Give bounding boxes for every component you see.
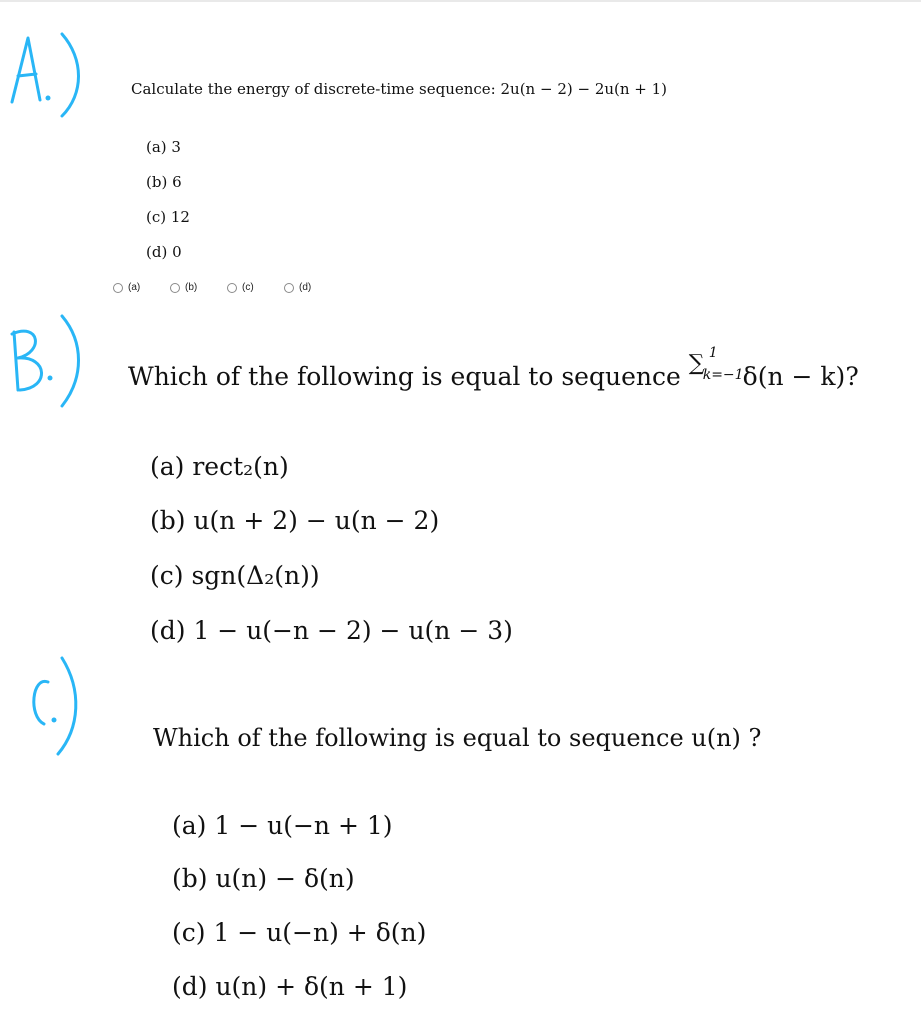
- summation-upper-limit: 1: [708, 345, 718, 361]
- option-b-3: (c) sgn(Δ₂(n)): [150, 561, 320, 590]
- option-c-3: (c) 1 − u(−n) + δ(n): [172, 918, 427, 947]
- radio-label: (a): [128, 282, 141, 293]
- option-c-4: (d) u(n) + δ(n + 1): [172, 972, 408, 1001]
- question-c: Which of the following is equal to sequence u(n) ?: [153, 724, 762, 752]
- option-b-4: (d) 1 − u(−n − 2) − u(n − 3): [150, 616, 513, 645]
- option-c-1: (a) 1 − u(−n + 1): [172, 811, 393, 840]
- option-b-2: (b) u(n + 2) − u(n − 2): [150, 506, 440, 535]
- question-b-text: Which of the following is equal to sequence: [128, 362, 689, 391]
- radio-circle[interactable]: [284, 283, 294, 293]
- question-a: Calculate the energy of discrete-time sequence: 2u(n − 2) − 2u(n + 1): [131, 80, 668, 98]
- summation: [688, 345, 744, 385]
- top-divider: [0, 0, 921, 2]
- handwritten-c-marker: [14, 650, 104, 760]
- handwritten-b-marker: [0, 312, 90, 412]
- summation-symbol: ∑: [688, 351, 705, 376]
- radio-circle[interactable]: [113, 283, 123, 293]
- option-c-2: (b) u(n) − δ(n): [172, 864, 355, 893]
- radio-label: (d): [299, 282, 312, 293]
- option-b-1: (a) rect₂(n): [150, 452, 289, 481]
- option-a-3: (c) 12: [146, 208, 190, 226]
- answer-radio-group: [113, 282, 433, 298]
- radio-option-c[interactable]: [227, 282, 254, 293]
- option-a-1: (a) 3: [146, 138, 181, 156]
- question-b-suffix: δ(n − k)?: [734, 362, 859, 391]
- option-a-2: (b) 6: [146, 173, 182, 191]
- summation-lower-limit: k=−1: [702, 367, 744, 383]
- radio-circle[interactable]: [170, 283, 180, 293]
- option-a-4: (d) 0: [146, 243, 182, 261]
- question-b: [128, 345, 859, 391]
- radio-option-d[interactable]: [284, 282, 311, 293]
- radio-circle[interactable]: [227, 283, 237, 293]
- handwritten-a-marker: [4, 24, 94, 124]
- radio-label: (c): [242, 282, 254, 293]
- radio-option-a[interactable]: [113, 282, 140, 293]
- radio-option-b[interactable]: [170, 282, 197, 293]
- radio-label: (b): [185, 282, 198, 293]
